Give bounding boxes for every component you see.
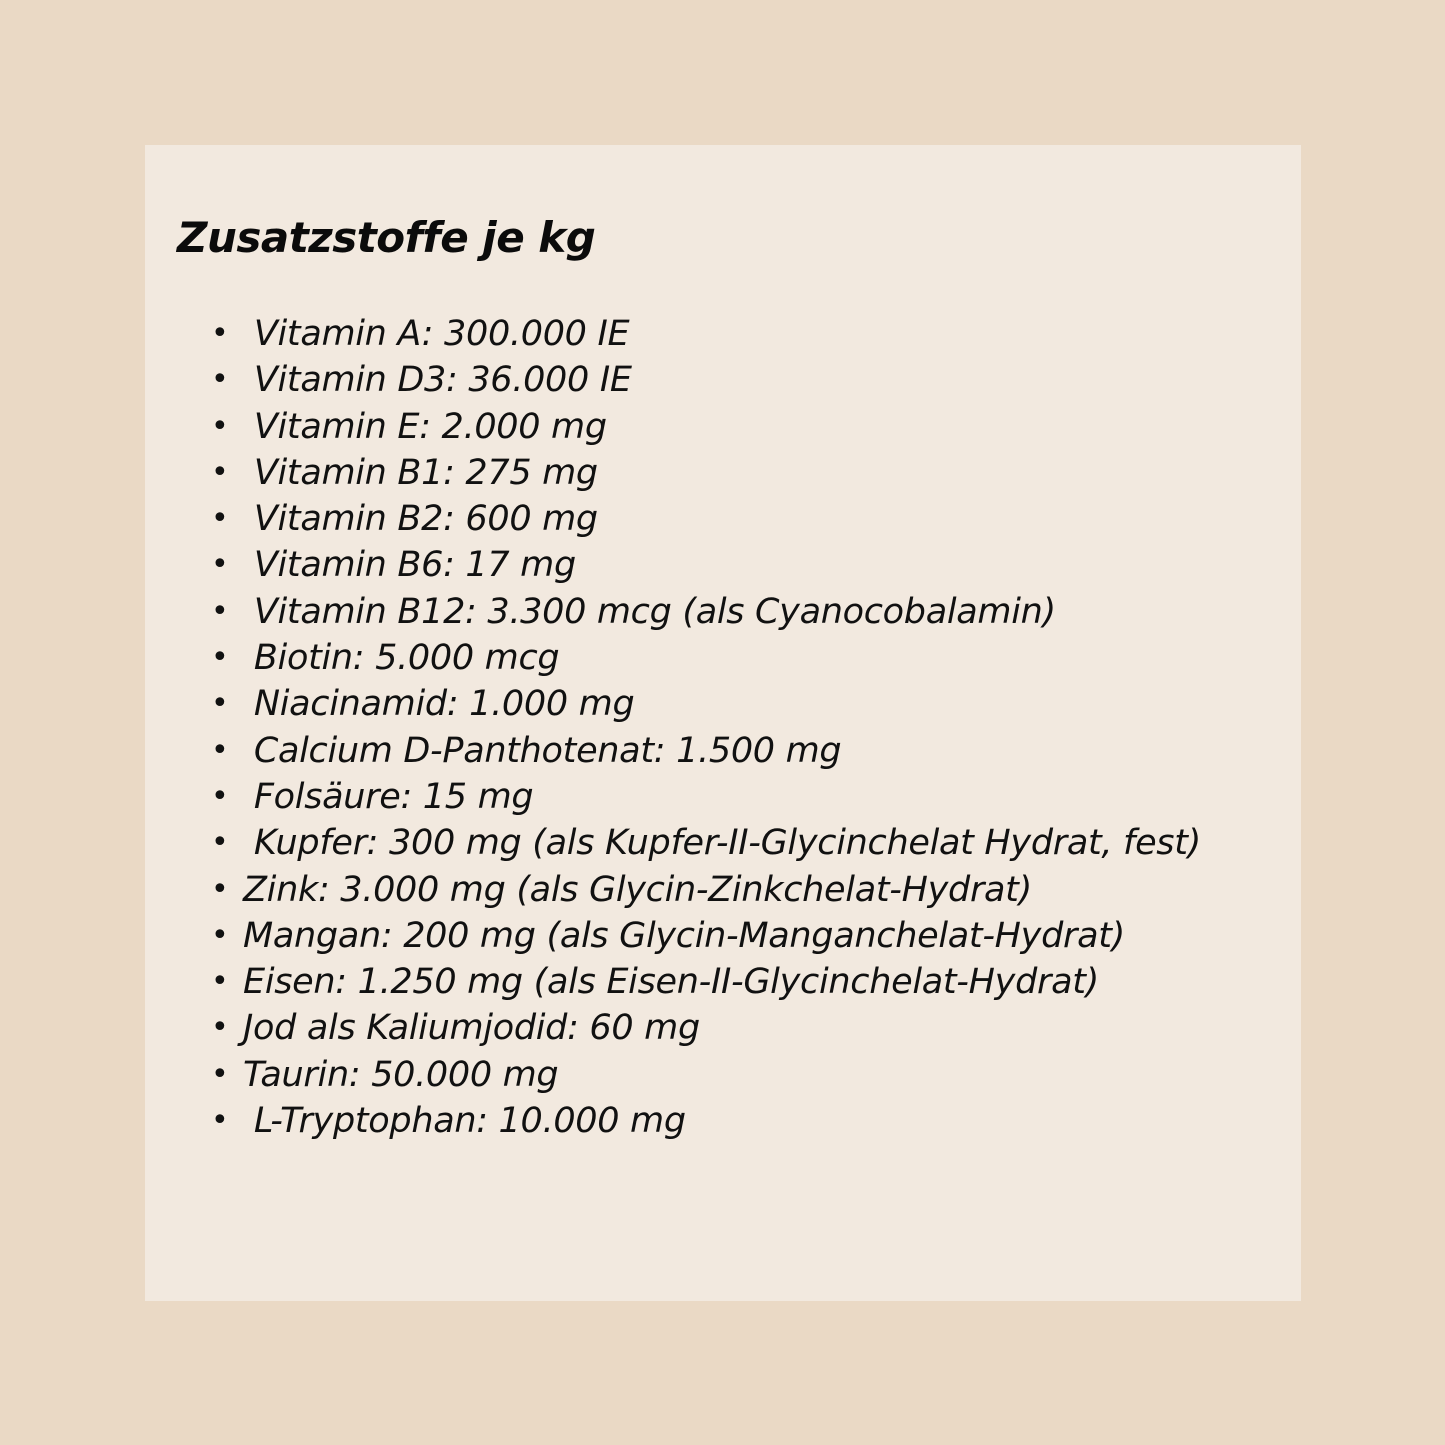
list-item-text: Jod als Kaliumjodid: 60 mg xyxy=(243,1008,700,1049)
list-item-text: Vitamin B6: 17 mg xyxy=(243,545,576,586)
list-item-text: Niacinamid: 1.000 mg xyxy=(243,684,635,725)
list-item-text: Vitamin A: 300.000 IE xyxy=(243,314,630,354)
list-item xyxy=(211,404,1286,450)
list-item xyxy=(211,542,1286,588)
list-item-text: Biotin: 5.000 mcg xyxy=(243,638,560,679)
list-item xyxy=(211,913,1286,959)
bullet-icon: • xyxy=(211,778,229,814)
list-item xyxy=(211,681,1286,727)
bullet-icon: • xyxy=(211,825,229,861)
list-item-text: Vitamin E: 2.000 mg xyxy=(243,406,607,447)
bullet-icon: • xyxy=(211,454,229,490)
bullet-icon: • xyxy=(211,547,229,583)
list-item xyxy=(211,1098,1286,1144)
list-item xyxy=(211,589,1286,635)
page-title: Zusatzstoffe je kg xyxy=(177,213,596,262)
bullet-icon: • xyxy=(211,871,229,907)
list-item xyxy=(211,635,1286,681)
list-item xyxy=(211,1052,1286,1098)
bullet-icon: • xyxy=(211,408,229,444)
list-item xyxy=(211,1005,1286,1051)
list-item-text: Vitamin B12: 3.300 mcg (als Cyanocobalamin) xyxy=(243,591,1056,632)
ingredient-list xyxy=(211,311,1286,1144)
bullet-icon: • xyxy=(211,686,229,722)
bullet-icon: • xyxy=(211,1056,229,1092)
list-item-text: Taurin: 50.000 mg xyxy=(243,1054,559,1095)
list-item-text: L-Tryptophan: 10.000 mg xyxy=(243,1101,686,1142)
list-item xyxy=(211,311,1286,357)
bullet-icon: • xyxy=(211,732,229,768)
bullet-icon: • xyxy=(211,316,229,351)
bullet-icon: • xyxy=(211,1010,229,1046)
bullet-icon: • xyxy=(211,362,229,398)
list-item xyxy=(211,820,1286,866)
list-item xyxy=(211,728,1286,774)
list-item-text: Calcium D-Panthotenat: 1.500 mg xyxy=(243,730,842,771)
list-item xyxy=(211,357,1286,403)
list-item-text: Vitamin B1: 275 mg xyxy=(243,452,598,493)
list-item xyxy=(211,450,1286,496)
list-item-text: Folsäure: 15 mg xyxy=(243,776,534,817)
bullet-icon: • xyxy=(211,501,229,537)
list-item-text: Vitamin B2: 600 mg xyxy=(243,499,598,540)
list-item xyxy=(211,774,1286,820)
list-item-text: Vitamin D3: 36.000 IE xyxy=(243,360,632,401)
list-item-text: Eisen: 1.250 mg (als Eisen-II-Glycinchelat-Hydrat) xyxy=(243,962,1100,1003)
list-item-text: Kupfer: 300 mg (als Kupfer-II-Glycinchelat Hydrat, fest) xyxy=(243,823,1202,864)
content-card xyxy=(145,145,1301,1301)
bullet-icon: • xyxy=(211,917,229,953)
list-item xyxy=(211,867,1286,913)
bullet-icon: • xyxy=(211,1103,229,1139)
bullet-icon: • xyxy=(211,593,229,629)
list-item xyxy=(211,959,1286,1005)
list-item-text: Mangan: 200 mg (als Glycin-Manganchelat-Hydrat) xyxy=(243,915,1126,956)
bullet-icon: • xyxy=(211,640,229,676)
list-item-text: Zink: 3.000 mg (als Glycin-Zinkchelat-Hydrat) xyxy=(243,869,1032,910)
list-item xyxy=(211,496,1286,542)
bullet-icon: • xyxy=(211,964,229,1000)
